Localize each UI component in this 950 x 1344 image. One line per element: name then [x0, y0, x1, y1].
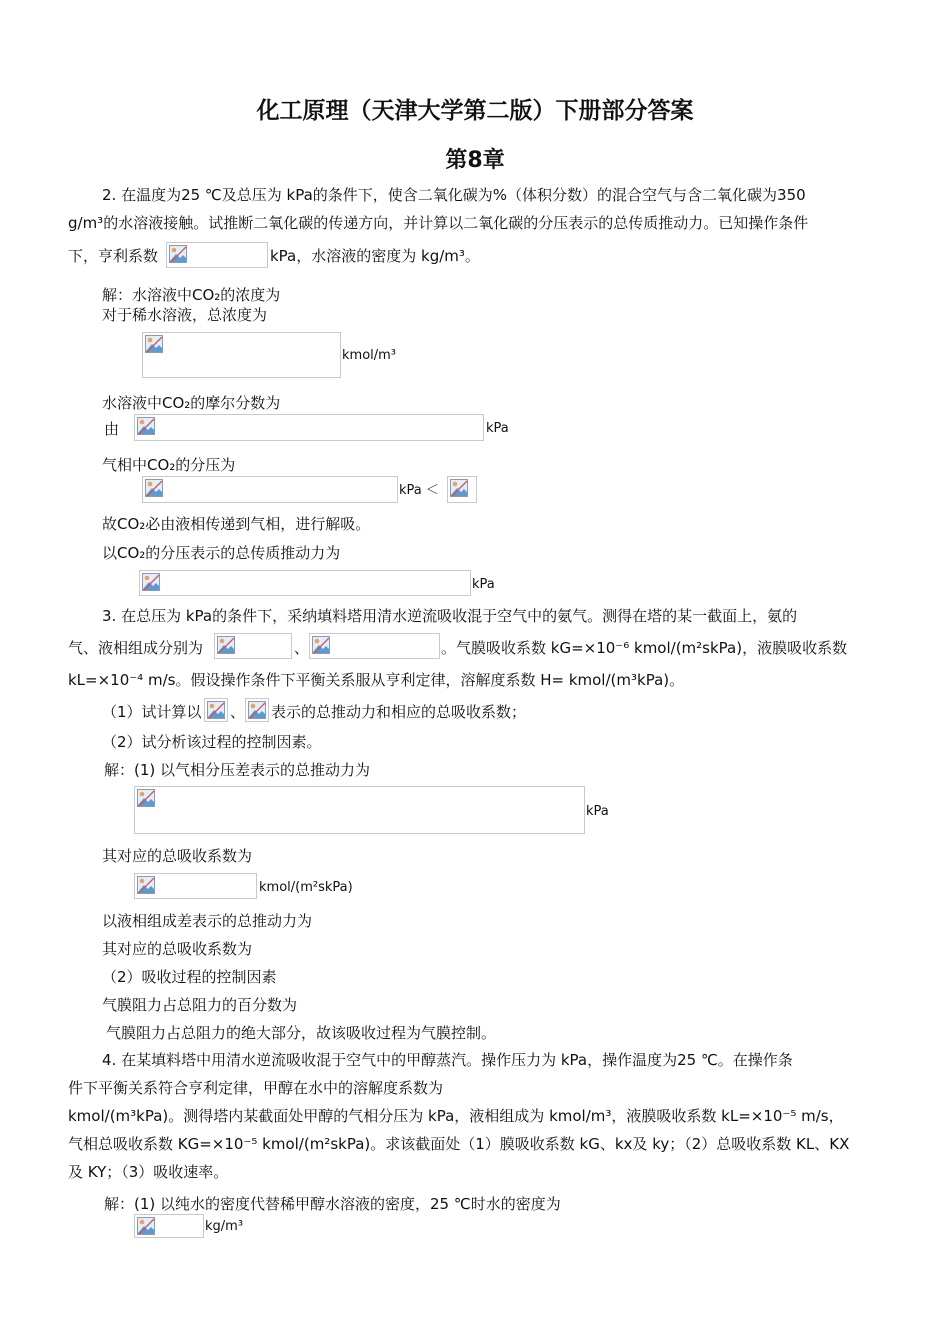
problem-3-line-2-start: 气、液相组成分别为	[68, 639, 204, 657]
formula-image	[309, 633, 440, 659]
broken-image-icon	[145, 335, 163, 353]
question-1-end: 表示的总推动力和相应的总吸收系数；	[271, 703, 527, 721]
problem-2-line-1: 2. 在温度为25 ℃及总压为 kPa的条件下，使含二氧化碳为%（体积分数）的混合空气与含二氧化碳为350	[102, 186, 806, 204]
solution-2-step-5: 气相中CO₂的分压为	[102, 456, 236, 474]
unit-label: kg/m³	[205, 1219, 244, 1234]
broken-image-icon	[217, 636, 235, 654]
solution-2-step-6: 故CO₂必由液相传递到气相，进行解吸。	[102, 515, 371, 533]
broken-image-icon	[137, 876, 155, 894]
question-1-separator: 、	[230, 703, 246, 721]
solution-3-step-3: 以液相组成差表示的总推动力为	[102, 912, 313, 930]
unit-label: kPa	[486, 421, 509, 436]
broken-image-icon	[207, 701, 225, 719]
broken-image-icon	[450, 479, 468, 497]
formula-image	[139, 570, 471, 596]
formula-image	[134, 786, 585, 834]
solution-2-step-2: 对于稀水溶液，总浓度为	[102, 306, 268, 324]
problem-2-line-3-start: 下，亨利系数	[68, 247, 159, 265]
broken-image-icon	[137, 789, 155, 807]
problem-4-line-4: 气相总吸收系数 KG=×10⁻⁵ kmol/(m²skPa)。求该截面处（1）膜吸收系数 kG、kx及 ky；（2）总吸收系数 KL、KX	[68, 1135, 850, 1153]
question-2: （2）试分析该过程的控制因素。	[102, 733, 322, 751]
formula-image	[204, 698, 228, 722]
formula-image	[142, 332, 341, 378]
formula-image	[214, 633, 292, 659]
unit-label: kPa ＜	[399, 483, 439, 498]
solution-3-step-7: 气膜阻力占总阻力的绝大部分，故该吸收过程为气膜控制。	[106, 1024, 497, 1042]
broken-image-icon	[142, 573, 160, 591]
formula-image	[166, 242, 268, 268]
chapter-heading: 第8章	[445, 148, 505, 173]
broken-image-icon	[312, 636, 330, 654]
broken-image-icon	[137, 1217, 155, 1235]
problem-3-line-3: kL=×10⁻⁴ m/s。假设操作条件下平衡关系服从亨利定律，溶解度系数 H= kmol/(m³kPa)。	[68, 671, 685, 689]
problem-2-line-2: g/m³的水溶液接触。试推断二氧化碳的传递方向，并计算以二氧化碳的分压表示的总传质推动力。已知操作条件	[68, 214, 809, 232]
unit-label: kmol/m³	[342, 348, 397, 363]
solution-2-step-1: 解：水溶液中CO₂的浓度为	[102, 286, 281, 304]
problem-4-line-3: kmol/(m³kPa)。测得塔内某截面处甲醇的气相分压为 kPa，液相组成为 kmol/m³，液膜吸收系数 kL=×10⁻⁵ m/s，	[68, 1107, 844, 1125]
formula-image	[134, 414, 484, 441]
problem-4-line-1: 4. 在某填料塔中用清水逆流吸收混于空气中的甲醇蒸汽。操作压力为 kPa，操作温度为25 ℃。在操作条	[102, 1051, 793, 1069]
broken-image-icon	[137, 417, 155, 435]
formula-image	[134, 1214, 204, 1238]
solution-2-step-3: 水溶液中CO₂的摩尔分数为	[102, 394, 281, 412]
problem-3-line-1: 3. 在总压为 kPa的条件下，采纳填料塔用清水逆流吸收混于空气中的氨气。测得在塔的某一截面上，氨的	[102, 607, 798, 625]
problem-3-line-2-end: 。气膜吸收系数 kG=×10⁻⁶ kmol/(m²skPa)，液膜吸收系数	[441, 639, 848, 657]
solution-3-step-2: 其对应的总吸收系数为	[102, 847, 253, 865]
formula-image	[142, 476, 398, 503]
unit-label: kPa	[472, 577, 495, 592]
solution-2-step-7: 以CO₂的分压表示的总传质推动力为	[102, 544, 341, 562]
broken-image-icon	[145, 479, 163, 497]
broken-image-icon	[248, 701, 266, 719]
unit-label: kmol/(m²skPa)	[259, 880, 353, 895]
unit-label: kPa	[586, 804, 609, 819]
solution-2-step-4: 由	[104, 420, 120, 438]
formula-image	[245, 698, 269, 722]
broken-image-icon	[169, 245, 187, 263]
solution-3-step-6: 气膜阻力占总阻力的百分数为	[102, 996, 298, 1014]
question-1-start: （1）试计算以	[102, 703, 202, 721]
solution-4-step-1: 解：(1) 以纯水的密度代替稀甲醇水溶液的密度，25 ℃时水的密度为	[104, 1195, 561, 1213]
solution-3-step-4: 其对应的总吸收系数为	[102, 940, 253, 958]
solution-3-step-5: （2）吸收过程的控制因素	[102, 968, 277, 986]
document-title: 化工原理（天津大学第二版）下册部分答案	[256, 98, 694, 124]
solution-3-step-1: 解：(1) 以气相分压差表示的总推动力为	[104, 761, 371, 779]
problem-4-line-2: 件下平衡关系符合亨利定律，甲醇在水中的溶解度系数为	[68, 1079, 444, 1097]
problem-4-line-5: 及 KY；（3）吸收速率。	[68, 1163, 229, 1181]
formula-image	[447, 476, 477, 503]
problem-3-separator: 、	[294, 639, 310, 657]
problem-2-line-3-end: kPa，水溶液的密度为 kg/m³。	[270, 247, 480, 265]
formula-image	[134, 873, 257, 899]
